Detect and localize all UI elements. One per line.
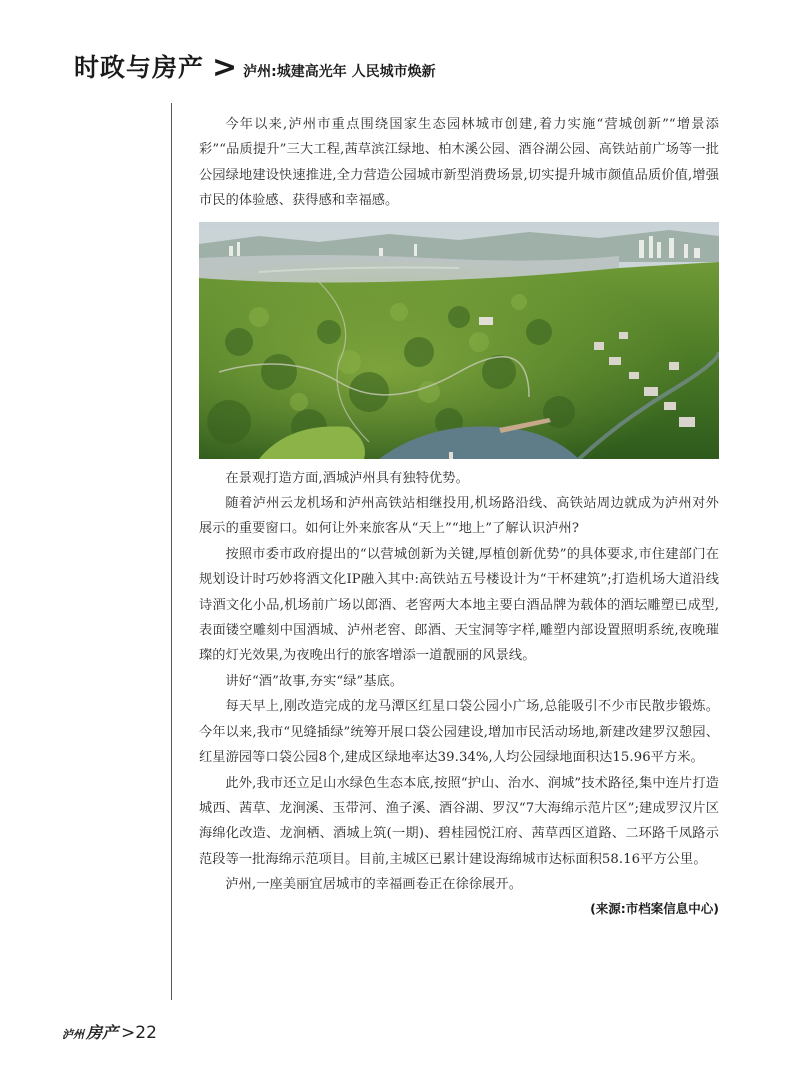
page-number: >22 [121,1023,157,1043]
article-body [199,112,719,917]
page-footer [62,1020,157,1043]
paragraph: 此外,我市还立足山水绿色生态本底,按照“护山、治水、润城”技术路径,集中连片打造城西、茜草、龙涧溪、玉带河、渔子溪、酒谷湖、罗汉“7大海绵示范片区”;建成罗汉片区海绵化改造、龙涧栖、酒城上筑(一期)、碧桂园悦江府、茜草西区道路、二环路千凤路示范段等一批海绵示范项目。目前,主城区已累计建设海绵城市达标面积58.16平方公里。 [199,775,719,867]
column-divider [171,103,172,1000]
section-title: 时政与房产 [74,53,205,82]
article-title: 泸州:城建高光年 人民城市焕新 [243,64,436,80]
paragraph: 按照市委市政府提出的“以营城创新为关键,厚植创新优势”的具体要求,市住建部门在规划设计时巧妙将酒文化IP融入其中:高铁站五号楼设计为“干杯建筑”;打造机场大道沿线诗酒文化小品,机场前广场以郎酒、老窖两大本地主要白酒品牌为载体的酒坛雕塑已成型,表面镂空雕刻中国酒城、泸州老窖、郎酒、天宝洞等字样,雕塑内部设置照明系统,夜晚璀璨的灯光效果,为夜晚出行的旅客增添一道靓丽的风景线。 [199,546,719,664]
paragraph: 讲好“酒”故事,夯实“绿”基底。 [225,673,404,689]
paragraph: 今年以来,泸州市重点围绕国家生态园林城市创建,着力实施“营城创新”“增景添彩”“品质提升”三大工程,茜草滨江绿地、柏木溪公园、酒谷湖公园、高铁站前广场等一批公园绿地建设快速推进,全力营造公园城市新型消费场景,切实提升城市颜值品质价值,增强市民的体验感、获得感和幸福感。 [199,117,719,209]
logo-small-text: 泸州 [62,1028,84,1041]
paragraph: 在景观打造方面,酒城泸州具有独特优势。 [225,470,469,486]
article-source: (来源:市档案信息中心) [590,900,719,916]
chevron-right-icon: > [212,50,238,85]
paragraph: 每天早上,刚改造完成的龙马潭区红星口袋公园小广场,总能吸引不少市民散步锻炼。今年以来,我市“见缝插绿”统筹开展口袋公园建设,增加市民活动场地,新建改建罗汉憩园、红星游园等口袋公园8个,建成区绿地率达39.34%,人均公园绿地面积达15.96平方米。 [199,699,719,766]
magazine-logo [62,1020,118,1043]
paragraph: 随着泸州云龙机场和泸州高铁站相继投用,机场路沿线、高铁站周边就成为泸州对外展示的重要窗口。如何让外来旅客从“天上”“地上”了解认识泸州? [199,496,719,537]
paragraph: 泸州,一座美丽宜居城市的幸福画卷正在徐徐展开。 [225,877,523,893]
logo-big-text: 房产 [86,1023,119,1042]
aerial-park-image [199,222,719,459]
page-header [74,48,436,85]
aerial-park-photo [199,222,719,459]
